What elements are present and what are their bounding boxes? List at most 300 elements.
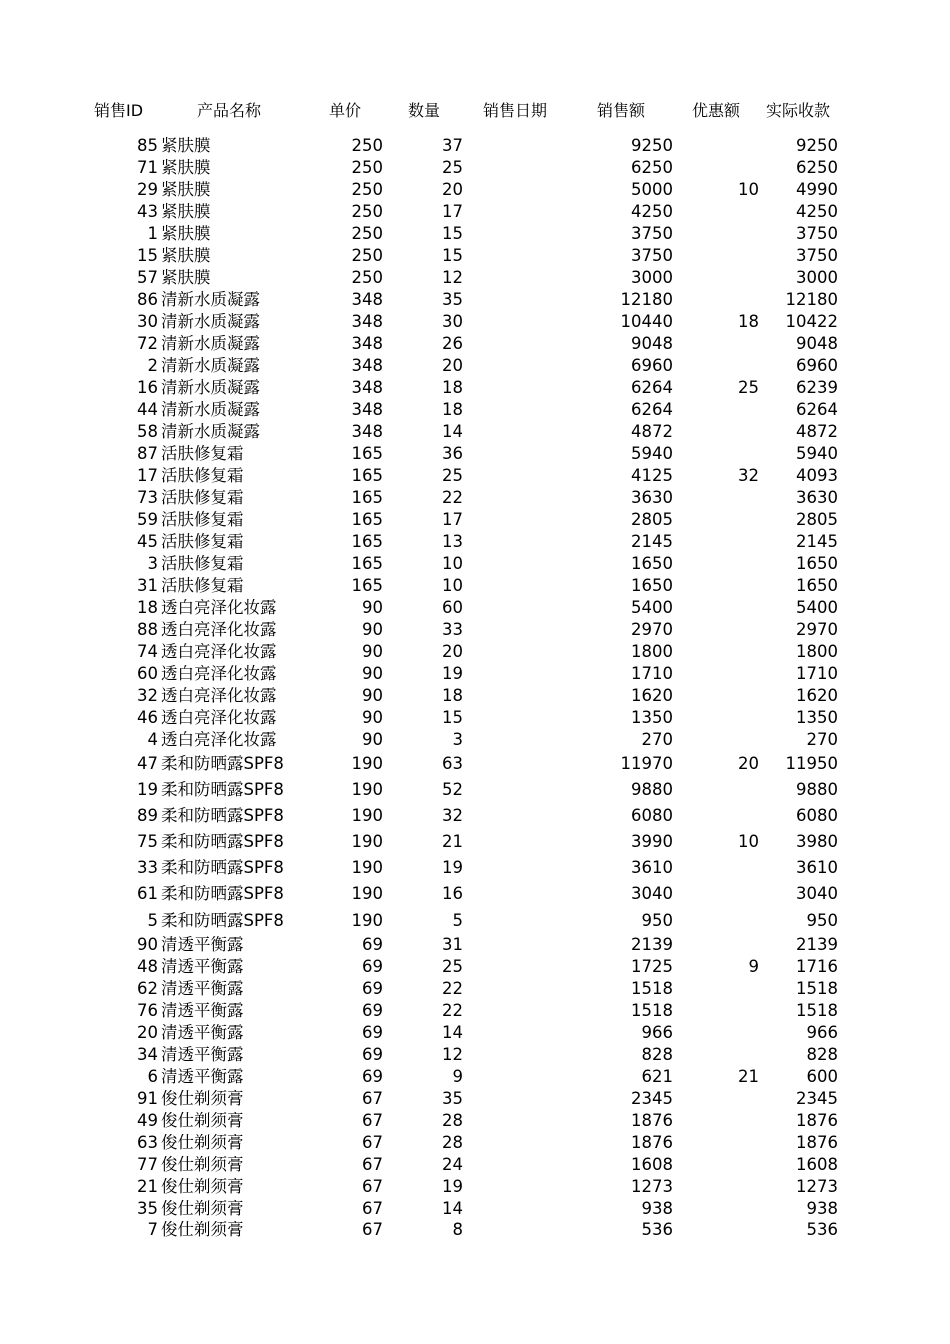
cell-quantity: 14	[442, 1022, 463, 1042]
cell-actual-received: 9880	[796, 779, 838, 799]
cell-sales-amount: 3990	[631, 832, 673, 852]
cell-unit-price: 250	[351, 267, 383, 287]
cell-quantity: 20	[442, 641, 463, 661]
cell-actual-received: 270	[806, 729, 838, 749]
cell-discount	[690, 619, 759, 641]
cell-unit-price: 348	[351, 399, 383, 419]
cell-unit-price: 90	[362, 641, 383, 661]
cell-quantity: 52	[442, 779, 463, 799]
cell-sales-amount: 9880	[631, 779, 673, 799]
cell-sales-amount: 3630	[631, 487, 673, 507]
cell-sale-id: 71	[137, 158, 158, 177]
cell-actual-received: 938	[806, 1198, 838, 1218]
cell-actual-received: 2970	[796, 619, 838, 639]
cell-unit-price: 250	[351, 158, 383, 177]
cell-product-name: 透白亮泽化妆露	[161, 685, 277, 705]
cell-sale-id: 7	[147, 1220, 158, 1240]
cell-sale-date	[480, 465, 580, 487]
cell-quantity: 25	[442, 158, 463, 177]
header-unit-price: 单价	[329, 101, 362, 120]
cell-discount	[690, 883, 759, 905]
cell-unit-price: 69	[362, 1022, 383, 1042]
cell-quantity: 17	[442, 509, 463, 529]
cell-unit-price: 69	[362, 1000, 383, 1020]
cell-sale-date	[480, 377, 580, 399]
cell-unit-price: 165	[351, 531, 383, 551]
cell-product-name: 清透平衡露	[161, 978, 244, 998]
cell-unit-price: 348	[351, 289, 383, 309]
cell-discount	[690, 289, 759, 311]
cell-product-name: 紧肤膜	[161, 223, 211, 243]
cell-unit-price: 165	[351, 487, 383, 507]
cell-sales-amount: 9048	[631, 333, 673, 353]
cell-actual-received: 1350	[796, 707, 838, 727]
cell-discount	[690, 333, 759, 355]
cell-discount	[690, 1154, 759, 1176]
cell-sales-amount: 966	[641, 1022, 673, 1042]
cell-discount	[690, 1000, 759, 1022]
cell-sales-amount: 3750	[631, 223, 673, 243]
cell-unit-price: 90	[362, 729, 383, 749]
cell-sales-amount: 2970	[631, 619, 673, 639]
cell-sale-id: 74	[137, 641, 158, 661]
cell-discount	[690, 135, 759, 157]
cell-quantity: 33	[442, 619, 463, 639]
cell-actual-received: 1608	[796, 1154, 838, 1174]
cell-actual-received: 536	[806, 1220, 838, 1240]
cell-product-name: 柔和防晒露SPF8	[161, 832, 284, 852]
cell-unit-price: 69	[362, 978, 383, 998]
cell-discount: 10	[738, 832, 759, 852]
cell-sale-id: 87	[137, 443, 158, 463]
cell-quantity: 18	[442, 377, 463, 397]
cell-sales-amount: 950	[641, 910, 673, 930]
cell-product-name: 紧肤膜	[161, 180, 211, 199]
cell-actual-received: 6080	[796, 805, 838, 825]
cell-product-name: 柔和防晒露SPF8	[161, 884, 284, 904]
cell-unit-price: 190	[351, 805, 383, 825]
cell-discount	[690, 399, 759, 421]
cell-discount: 9	[748, 956, 759, 976]
cell-actual-received: 2139	[796, 934, 838, 954]
cell-sale-date	[480, 157, 580, 179]
cell-product-name: 清新水质凝露	[161, 311, 260, 331]
cell-sale-id: 16	[137, 377, 158, 397]
cell-sales-amount: 2139	[631, 934, 673, 954]
cell-discount	[690, 267, 759, 289]
cell-unit-price: 190	[351, 779, 383, 799]
cell-sales-amount: 1518	[631, 978, 673, 998]
cell-sales-amount: 3610	[631, 858, 673, 878]
cell-sales-amount: 1800	[631, 641, 673, 661]
cell-quantity: 25	[442, 956, 463, 976]
cell-product-name: 柔和防晒露SPF8	[161, 805, 284, 825]
cell-actual-received: 1518	[796, 978, 838, 998]
cell-unit-price: 90	[362, 597, 383, 617]
cell-unit-price: 69	[362, 956, 383, 976]
cell-sale-id: 88	[137, 619, 158, 639]
cell-quantity: 18	[442, 685, 463, 705]
cell-sale-id: 18	[137, 597, 158, 617]
cell-sale-id: 15	[137, 245, 158, 265]
cell-sale-id: 60	[137, 663, 158, 683]
cell-product-name: 清新水质凝露	[161, 355, 260, 375]
cell-quantity: 17	[442, 201, 463, 221]
cell-quantity: 10	[442, 553, 463, 573]
cell-sale-date	[480, 289, 580, 311]
cell-product-name: 俊仕剃须膏	[161, 1110, 244, 1130]
cell-sale-id: 1	[147, 223, 158, 243]
cell-actual-received: 3040	[796, 884, 838, 904]
cell-product-name: 紧肤膜	[161, 201, 211, 221]
cell-actual-received: 1620	[796, 685, 838, 705]
cell-discount: 25	[738, 377, 759, 397]
cell-sale-id: 77	[137, 1154, 158, 1174]
cell-quantity: 28	[442, 1132, 463, 1152]
header-actual-received: 实际收款	[766, 101, 831, 120]
cell-discount	[690, 1176, 759, 1198]
cell-actual-received: 3980	[796, 832, 838, 852]
cell-unit-price: 67	[362, 1220, 383, 1240]
cell-sale-id: 17	[137, 465, 158, 485]
cell-sale-id: 59	[137, 509, 158, 529]
cell-sales-amount: 11970	[620, 753, 673, 773]
cell-quantity: 19	[442, 663, 463, 683]
cell-sale-date	[480, 443, 580, 465]
cell-sale-id: 86	[137, 289, 158, 309]
cell-quantity: 16	[442, 884, 463, 904]
cell-product-name: 俊仕剃须膏	[161, 1220, 244, 1240]
cell-sales-amount: 3750	[631, 245, 673, 265]
header-discount: 优惠额	[692, 101, 741, 120]
cell-quantity: 31	[442, 934, 463, 954]
cell-quantity: 19	[442, 1176, 463, 1196]
cell-actual-received: 9048	[796, 333, 838, 353]
cell-quantity: 36	[442, 443, 463, 463]
cell-sales-amount: 3040	[631, 884, 673, 904]
cell-discount	[690, 910, 759, 932]
cell-sale-date	[480, 685, 580, 707]
cell-actual-received: 1800	[796, 641, 838, 661]
cell-sale-date	[480, 1198, 580, 1220]
cell-product-name: 紧肤膜	[161, 158, 211, 177]
cell-unit-price: 90	[362, 685, 383, 705]
cell-unit-price: 90	[362, 619, 383, 639]
cell-sale-id: 44	[137, 399, 158, 419]
cell-discount	[690, 1088, 759, 1110]
cell-actual-received: 6239	[796, 377, 838, 397]
cell-unit-price: 165	[351, 465, 383, 485]
cell-sale-date	[480, 355, 580, 377]
cell-sale-date	[480, 597, 580, 619]
cell-product-name: 柔和防晒露SPF8	[161, 910, 284, 930]
cell-product-name: 透白亮泽化妆露	[161, 597, 277, 617]
cell-sale-id: 49	[137, 1110, 158, 1130]
cell-unit-price: 90	[362, 707, 383, 727]
cell-sale-id: 85	[137, 136, 158, 155]
cell-sale-date	[480, 978, 580, 1000]
cell-quantity: 35	[442, 1088, 463, 1108]
cell-product-name: 柔和防晒露SPF8	[161, 779, 284, 799]
cell-product-name: 活肤修复霜	[161, 531, 244, 551]
cell-quantity: 12	[442, 1044, 463, 1064]
cell-sales-amount: 1710	[631, 663, 673, 683]
cell-quantity: 37	[442, 136, 463, 155]
cell-quantity: 5	[452, 910, 463, 930]
cell-product-name: 清新水质凝露	[161, 399, 260, 419]
cell-sales-amount: 4872	[631, 421, 673, 441]
cell-unit-price: 190	[351, 832, 383, 852]
cell-sale-id: 2	[147, 355, 158, 375]
cell-sales-amount: 5400	[631, 597, 673, 617]
cell-sales-amount: 1620	[631, 685, 673, 705]
cell-actual-received: 1650	[796, 575, 838, 595]
cell-discount	[690, 1219, 759, 1241]
cell-actual-received: 4872	[796, 421, 838, 441]
cell-unit-price: 165	[351, 509, 383, 529]
cell-sales-amount: 1650	[631, 553, 673, 573]
cell-unit-price: 165	[351, 553, 383, 573]
cell-product-name: 活肤修复霜	[161, 575, 244, 595]
cell-actual-received: 3630	[796, 487, 838, 507]
cell-sales-amount: 12180	[620, 289, 673, 309]
cell-quantity: 35	[442, 289, 463, 309]
cell-sales-amount: 1273	[631, 1176, 673, 1196]
cell-sale-date	[480, 1110, 580, 1132]
cell-quantity: 19	[442, 858, 463, 878]
cell-product-name: 清新水质凝露	[161, 421, 260, 441]
cell-unit-price: 348	[351, 333, 383, 353]
cell-sale-date	[480, 956, 580, 978]
cell-product-name: 紧肤膜	[161, 245, 211, 265]
cell-discount	[690, 553, 759, 575]
cell-product-name: 俊仕剃须膏	[161, 1132, 244, 1152]
cell-sales-amount: 4125	[631, 465, 673, 485]
cell-sales-amount: 938	[641, 1198, 673, 1218]
cell-sale-date	[480, 421, 580, 443]
cell-sales-amount: 6250	[631, 158, 673, 177]
cell-sale-id: 75	[137, 832, 158, 852]
cell-product-name: 清新水质凝露	[161, 377, 260, 397]
cell-sales-amount: 2805	[631, 509, 673, 529]
cell-sale-date	[480, 1154, 580, 1176]
header-quantity: 数量	[408, 101, 441, 120]
cell-actual-received: 4093	[796, 465, 838, 485]
cell-sale-date	[480, 223, 580, 245]
cell-sale-id: 62	[137, 978, 158, 998]
cell-sale-date	[480, 311, 580, 333]
cell-discount: 32	[738, 465, 759, 485]
cell-discount	[690, 487, 759, 509]
cell-sale-date	[480, 135, 580, 157]
cell-actual-received: 1650	[796, 553, 838, 573]
cell-product-name: 透白亮泽化妆露	[161, 619, 277, 639]
cell-actual-received: 11950	[785, 753, 838, 773]
cell-discount	[690, 1132, 759, 1154]
cell-quantity: 8	[452, 1220, 463, 1240]
cell-discount	[690, 421, 759, 443]
cell-unit-price: 67	[362, 1154, 383, 1174]
cell-quantity: 14	[442, 421, 463, 441]
cell-quantity: 9	[452, 1066, 463, 1086]
cell-quantity: 18	[442, 399, 463, 419]
cell-unit-price: 348	[351, 355, 383, 375]
cell-quantity: 20	[442, 180, 463, 199]
cell-sale-id: 4	[147, 729, 158, 749]
cell-sale-date	[480, 1022, 580, 1044]
cell-sale-id: 5	[147, 910, 158, 930]
cell-actual-received: 966	[806, 1022, 838, 1042]
cell-unit-price: 67	[362, 1198, 383, 1218]
cell-discount	[690, 978, 759, 1000]
cell-discount	[690, 1022, 759, 1044]
cell-sale-date	[480, 753, 580, 775]
cell-sale-date	[480, 1219, 580, 1241]
cell-discount	[690, 641, 759, 663]
cell-actual-received: 1716	[796, 956, 838, 976]
cell-product-name: 活肤修复霜	[161, 443, 244, 463]
cell-unit-price: 250	[351, 201, 383, 221]
cell-product-name: 活肤修复霜	[161, 465, 244, 485]
cell-actual-received: 6250	[796, 158, 838, 177]
cell-sale-id: 6	[147, 1066, 158, 1086]
cell-sale-date	[480, 201, 580, 223]
cell-quantity: 15	[442, 707, 463, 727]
cell-quantity: 28	[442, 1110, 463, 1130]
cell-actual-received: 1710	[796, 663, 838, 683]
cell-sales-amount: 5940	[631, 443, 673, 463]
cell-product-name: 透白亮泽化妆露	[161, 707, 277, 727]
cell-discount	[690, 857, 759, 879]
cell-sale-date	[480, 619, 580, 641]
cell-unit-price: 69	[362, 934, 383, 954]
cell-discount: 10	[738, 180, 759, 199]
cell-actual-received: 10422	[785, 311, 838, 331]
cell-quantity: 22	[442, 1000, 463, 1020]
cell-actual-received: 12180	[785, 289, 838, 309]
cell-sale-id: 33	[137, 858, 158, 878]
cell-sale-id: 48	[137, 956, 158, 976]
cell-sales-amount: 536	[641, 1220, 673, 1240]
cell-actual-received: 3750	[796, 245, 838, 265]
cell-sale-date	[480, 641, 580, 663]
cell-discount	[690, 201, 759, 223]
cell-discount	[690, 223, 759, 245]
cell-quantity: 13	[442, 531, 463, 551]
cell-sale-date	[480, 1176, 580, 1198]
cell-product-name: 透白亮泽化妆露	[161, 663, 277, 683]
cell-sale-date	[480, 399, 580, 421]
cell-sale-id: 90	[137, 934, 158, 954]
cell-product-name: 紧肤膜	[161, 267, 211, 287]
cell-discount	[690, 707, 759, 729]
cell-product-name: 清透平衡露	[161, 1000, 244, 1020]
cell-sale-date	[480, 1000, 580, 1022]
cell-sale-id: 89	[137, 805, 158, 825]
cell-sales-amount: 1518	[631, 1000, 673, 1020]
cell-sale-id: 29	[137, 180, 158, 199]
cell-unit-price: 69	[362, 1066, 383, 1086]
cell-quantity: 12	[442, 267, 463, 287]
cell-unit-price: 250	[351, 223, 383, 243]
cell-actual-received: 1876	[796, 1110, 838, 1130]
cell-quantity: 22	[442, 978, 463, 998]
cell-sales-amount: 1608	[631, 1154, 673, 1174]
cell-discount	[690, 729, 759, 751]
cell-sale-date	[480, 553, 580, 575]
cell-unit-price: 190	[351, 884, 383, 904]
cell-quantity: 32	[442, 805, 463, 825]
cell-unit-price: 250	[351, 245, 383, 265]
cell-actual-received: 600	[806, 1066, 838, 1086]
cell-actual-received: 1876	[796, 1132, 838, 1152]
cell-discount	[690, 805, 759, 827]
header-sales-amount: 销售额	[597, 101, 646, 120]
cell-sale-id: 31	[137, 575, 158, 595]
cell-product-name: 俊仕剃须膏	[161, 1198, 244, 1218]
cell-sale-date	[480, 531, 580, 553]
cell-sale-id: 57	[137, 267, 158, 287]
cell-unit-price: 190	[351, 858, 383, 878]
cell-sales-amount: 828	[641, 1044, 673, 1064]
cell-sale-id: 21	[137, 1176, 158, 1196]
cell-sale-date	[480, 1088, 580, 1110]
header-sale-date: 销售日期	[483, 101, 548, 120]
cell-sale-date	[480, 267, 580, 289]
cell-sales-amount: 10440	[620, 311, 673, 331]
cell-product-name: 清透平衡露	[161, 1022, 244, 1042]
cell-product-name: 清透平衡露	[161, 1066, 244, 1086]
cell-discount	[690, 1110, 759, 1132]
cell-sale-id: 46	[137, 707, 158, 727]
cell-discount: 20	[738, 753, 759, 773]
cell-unit-price: 165	[351, 443, 383, 463]
cell-product-name: 清新水质凝露	[161, 289, 260, 309]
cell-actual-received: 1273	[796, 1176, 838, 1196]
cell-quantity: 15	[442, 245, 463, 265]
cell-sales-amount: 3000	[631, 267, 673, 287]
cell-sale-date	[480, 245, 580, 267]
cell-sales-amount: 2345	[631, 1088, 673, 1108]
cell-sale-id: 45	[137, 531, 158, 551]
cell-sales-amount: 621	[641, 1066, 673, 1086]
cell-unit-price: 190	[351, 753, 383, 773]
cell-actual-received: 2345	[796, 1088, 838, 1108]
cell-actual-received: 3000	[796, 267, 838, 287]
cell-quantity: 63	[442, 753, 463, 773]
cell-sale-id: 3	[147, 553, 158, 573]
cell-discount	[690, 1044, 759, 1066]
cell-discount	[690, 597, 759, 619]
cell-discount	[690, 575, 759, 597]
cell-discount	[690, 509, 759, 531]
cell-sale-date	[480, 934, 580, 956]
cell-unit-price: 165	[351, 575, 383, 595]
cell-unit-price: 250	[351, 180, 383, 199]
cell-product-name: 透白亮泽化妆露	[161, 641, 277, 661]
cell-unit-price: 90	[362, 663, 383, 683]
cell-unit-price: 348	[351, 377, 383, 397]
cell-product-name: 柔和防晒露SPF8	[161, 753, 284, 773]
cell-sale-id: 58	[137, 421, 158, 441]
cell-product-name: 俊仕剃须膏	[161, 1154, 244, 1174]
cell-sale-date	[480, 575, 580, 597]
cell-unit-price: 190	[351, 910, 383, 930]
cell-actual-received: 6264	[796, 399, 838, 419]
cell-sale-date	[480, 1066, 580, 1088]
cell-sale-date	[480, 831, 580, 853]
cell-quantity: 26	[442, 333, 463, 353]
